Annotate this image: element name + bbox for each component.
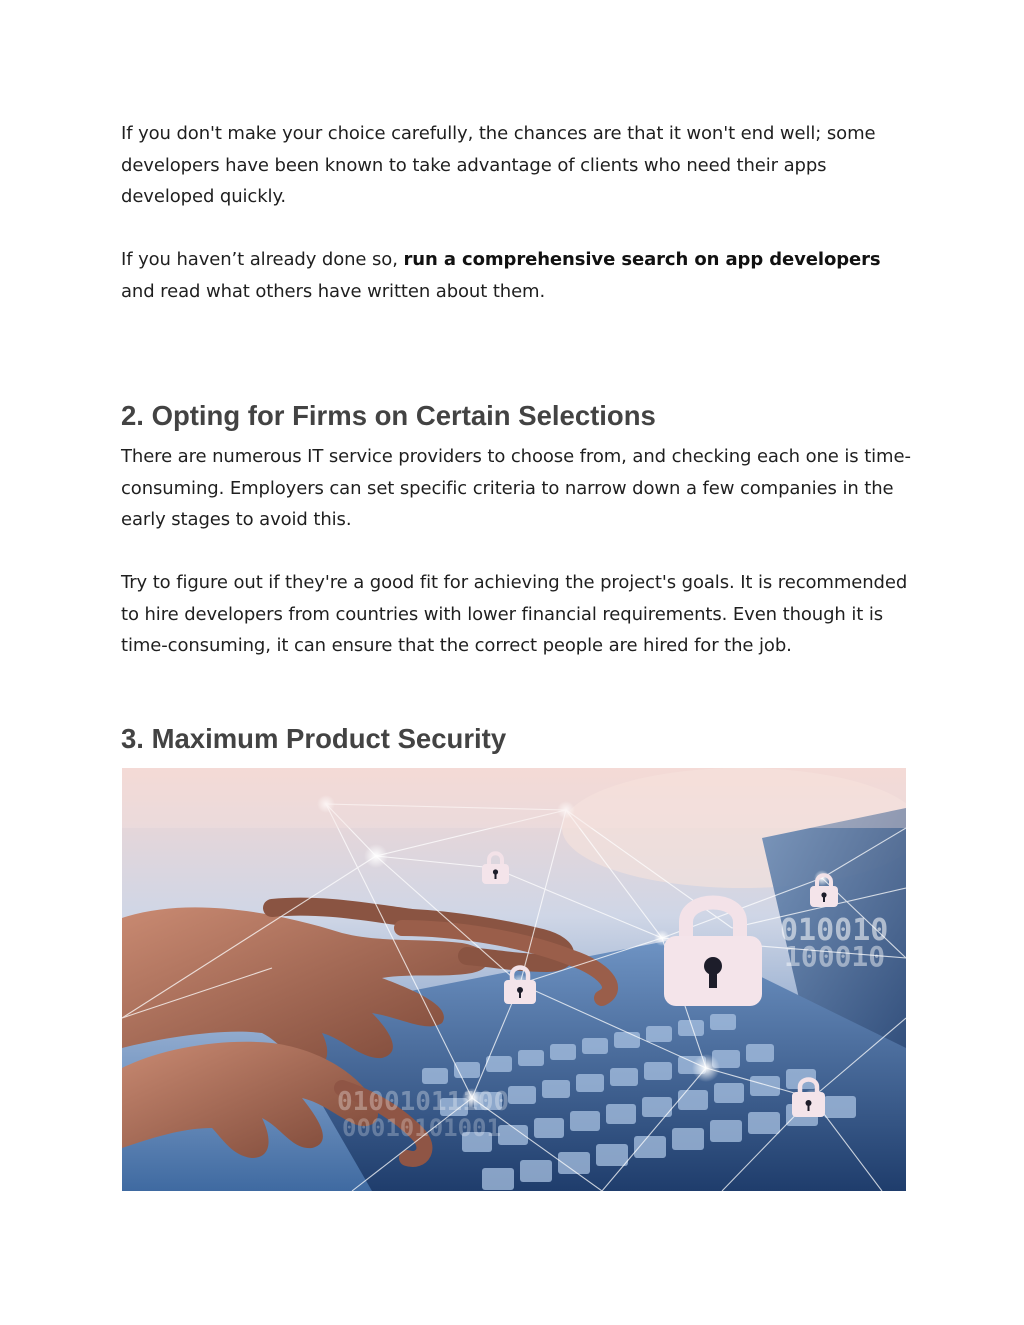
- paragraph-providers: There are numerous IT service providers to choose from, and checking each one is time-consuming. Employers can set specific criteria to narrow down a few companies in the early stages to avoid this.: [121, 446, 911, 530]
- search-advice-intro: If you haven’t already done so,: [121, 249, 404, 270]
- binary-bottom-text-1: 01001011100: [337, 1087, 510, 1117]
- section-heading-opting-firms: 2. Opting for Firms on Certain Selections: [121, 400, 656, 431]
- paragraph-choice-warning: If you don't make your choice carefully, the chances are that it won't end well; some developers have been known to take advantage of clients who need their apps developed quickly.: [121, 123, 876, 207]
- paragraph-good-fit: Try to figure out if they're a good fit for achieving the project's goals. It is recommended to hire developers from countries with lower financial requirements. Even though it is time-consuming, it can ensure that the correct people are hired for the job.: [121, 572, 908, 656]
- binary-top-text: 010010: [780, 913, 889, 948]
- security-illustration-art: [122, 768, 906, 1191]
- paragraph-search-advice: [121, 244, 911, 307]
- search-advice-outro: and read what others have written about them.: [121, 280, 546, 302]
- search-advice-emphasis: run a comprehensive search on app developers: [403, 249, 881, 270]
- binary-mid-text: 100010: [784, 940, 886, 973]
- binary-bottom-text-2: 00010101001: [342, 1114, 501, 1142]
- security-illustration: [122, 768, 906, 1191]
- section-heading-product-security: 3. Maximum Product Security: [121, 723, 507, 754]
